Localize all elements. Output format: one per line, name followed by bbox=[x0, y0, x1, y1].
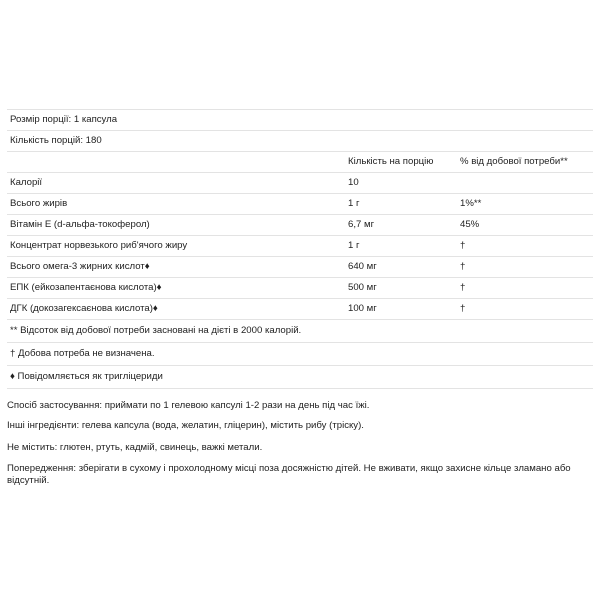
nutrient-dv: † bbox=[460, 240, 466, 251]
serving-size-row bbox=[7, 109, 593, 130]
table-row bbox=[7, 256, 593, 277]
nutrient-name: Всього омега-3 жирних кислот♦ bbox=[10, 261, 150, 272]
supplement-facts-table bbox=[7, 109, 593, 389]
footnote-dv-basis: ** Відсоток від добової потреби засновані на дієті в 2000 калорій. bbox=[7, 319, 593, 342]
nutrient-name: Калорії bbox=[10, 177, 43, 188]
nutrient-dv: 45% bbox=[460, 219, 480, 230]
table-row bbox=[7, 235, 593, 256]
nutrient-amount: 1 г bbox=[348, 198, 360, 209]
nutrient-amount: 6,7 мг bbox=[348, 219, 375, 230]
table-row bbox=[7, 277, 593, 298]
nutrient-name: ДГК (докозагексаєнова кислота)♦ bbox=[10, 303, 158, 314]
dv-header: % від добової потреби** bbox=[460, 156, 568, 167]
nutrient-dv: † bbox=[460, 282, 466, 293]
table-row bbox=[7, 172, 593, 193]
amount-header: Кількість на порцію bbox=[348, 156, 434, 167]
nutrient-name: Всього жирів bbox=[10, 198, 68, 209]
table-row bbox=[7, 214, 593, 235]
nutrient-amount: 10 bbox=[348, 177, 359, 188]
nutrient-dv: † bbox=[460, 261, 466, 272]
nutrient-name: Вітамін Е (d-альфа-токоферол) bbox=[10, 219, 150, 230]
nutrient-name: ЕПК (ейкозапентаєнова кислота)♦ bbox=[10, 282, 162, 293]
usage-directions: Спосіб застосування: приймати по 1 гелевою капсулі 1-2 рази на день під час їжі. bbox=[7, 400, 370, 411]
warning-text: Попередження: зберігати в сухому і прохолодному місці поза досяжністю дітей. Не вживати, якщо захисне кільце зламано або відсутній. bbox=[7, 463, 571, 486]
footnote-not-established: † Добова потреба не визначена. bbox=[7, 342, 593, 365]
other-ingredients: Інші інгредієнти: гелева капсула (вода, желатин, гліцерин), містить рибу (тріску). bbox=[7, 420, 364, 431]
table-row bbox=[7, 298, 593, 319]
nutrient-name: Концентрат норвезького риб'ячого жиру bbox=[10, 240, 188, 251]
nutrient-amount: 500 мг bbox=[348, 282, 377, 293]
nutrient-amount: 100 мг bbox=[348, 303, 377, 314]
servings-count: Кількість порцій: 180 bbox=[10, 135, 102, 146]
table-row bbox=[7, 193, 593, 214]
column-header-row bbox=[7, 151, 593, 172]
free-from: Не містить: глютен, ртуть, кадмій, свинець, важкі метали. bbox=[7, 442, 263, 453]
servings-row bbox=[7, 130, 593, 151]
nutrient-amount: 1 г bbox=[348, 240, 360, 251]
footnote-triglycerides: ♦ Повідомляється як тригліцериди bbox=[7, 365, 593, 388]
nutrient-dv: † bbox=[460, 303, 466, 314]
serving-size: Розмір порції: 1 капсула bbox=[10, 114, 118, 125]
nutrient-dv: 1%** bbox=[460, 198, 482, 209]
nutrient-amount: 640 мг bbox=[348, 261, 377, 272]
table-bottom-divider bbox=[7, 388, 593, 389]
